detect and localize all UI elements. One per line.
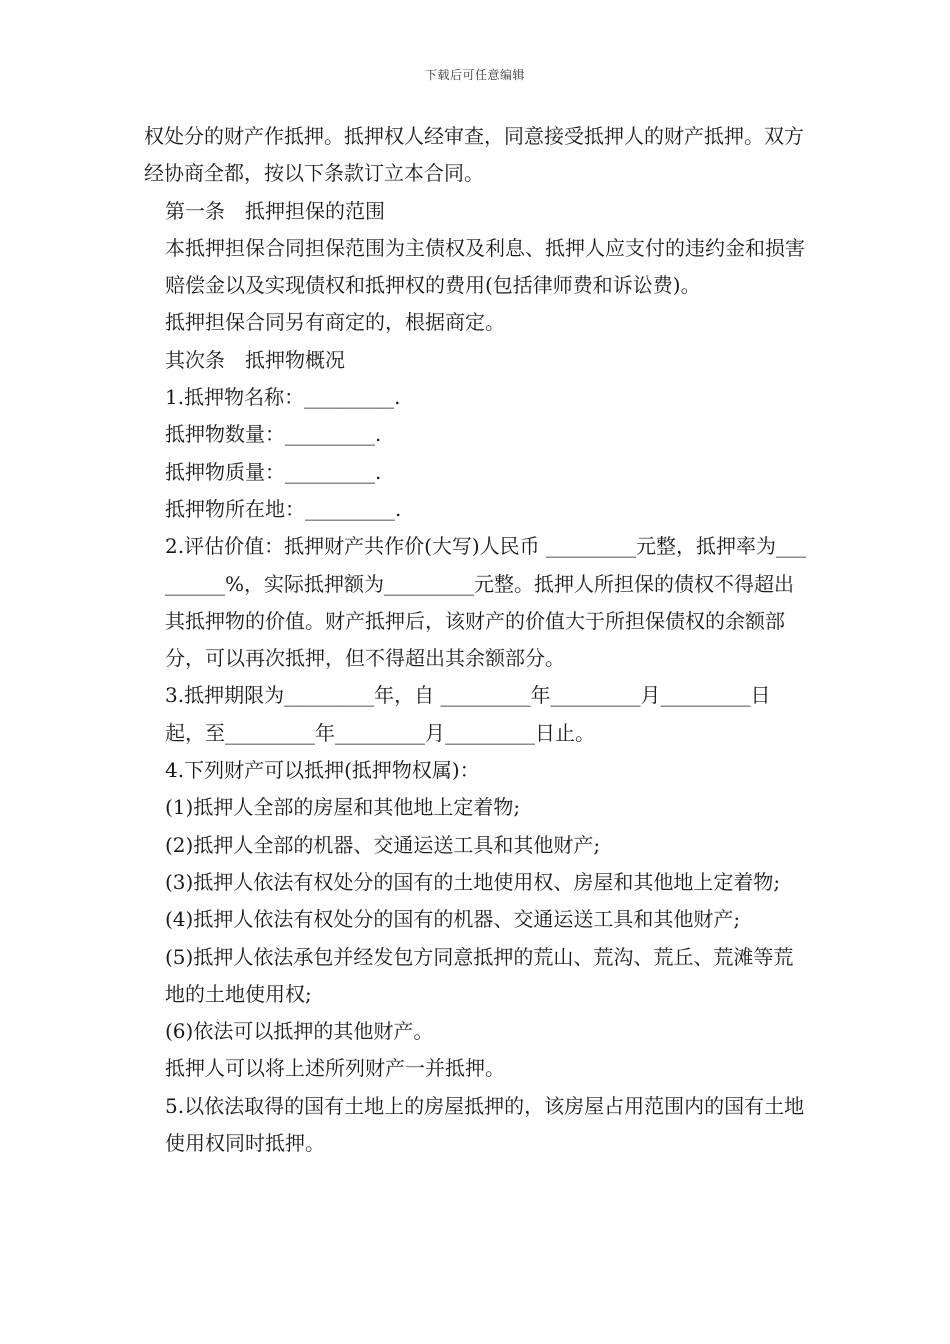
paragraph: 本抵押担保合同担保范围为主债权及利息、抵押人应支付的违约金和损害赔偿金以及实现债权和抵押权的费用(包括律师费和诉讼费)。 (165, 235, 805, 298)
paragraph: 3.抵押期限为_________年，自 _________年_________月_________日起，至_________年_________月_________日止。 (165, 683, 771, 745)
paragraph: 2.评估价值：抵押财产共作价(大写)人民币 _________元整，抵押率为_________%，实际抵押额为_________元整。抵押人所担保的债权不得超出其抵押物的价值。财产抵押后，该财产的价值大于所担保债权的余额部分，可以再次抵押，但不得超出其余额部分。 (165, 534, 807, 671)
list-item: (2)抵押人全部的机器、交通运送工具和其他财产; (165, 832, 601, 857)
paragraph: 权处分的财产作抵押。抵押权人经审查，同意接受抵押人的财产抵押。双方经协商全都，按以下条款订立本合同。 (144, 124, 804, 186)
form-field-line: 抵押物所在地：_________. (165, 496, 402, 521)
paragraph: 抵押担保合同另有商定的，根据商定。 (165, 310, 505, 335)
article-heading: 第一条 抵押担保的范围 (165, 198, 385, 223)
paragraph: 抵押人可以将上述所列财产一并抵押。 (165, 1056, 505, 1081)
list-item: (6)依法可以抵押的其他财产。 (165, 1019, 434, 1044)
list-item: (1)抵押人全部的房屋和其他地上定着物; (165, 795, 521, 820)
article-heading: 其次条 抵押物概况 (165, 347, 345, 372)
list-heading: 4.下列财产可以抵押(抵押物权属)： (165, 758, 480, 783)
paragraph: 5.以依法取得的国有土地上的房屋抵押的，该房屋占用范围内的国有土地使用权同时抵押。 (165, 1093, 805, 1156)
form-field-line: 抵押物数量：_________. (165, 422, 382, 447)
form-field-line: 1.抵押物名称：_________. (165, 385, 401, 410)
document-body (144, 118, 810, 1162)
list-item: (4)抵押人依法有权处分的国有的机器、交通运送工具和其他财产; (165, 907, 741, 932)
list-item: (3)抵押人依法有权处分的国有的土地使用权、房屋和其他地上定着物; (165, 869, 781, 894)
list-item: (5)抵押人依法承包并经发包方同意抵押的荒山、荒沟、荒丘、荒滩等荒地的土地使用权; (165, 944, 794, 1006)
page-header: 下载后可任意编辑 (424, 68, 525, 82)
form-field-line: 抵押物质量：_________. (165, 459, 382, 484)
